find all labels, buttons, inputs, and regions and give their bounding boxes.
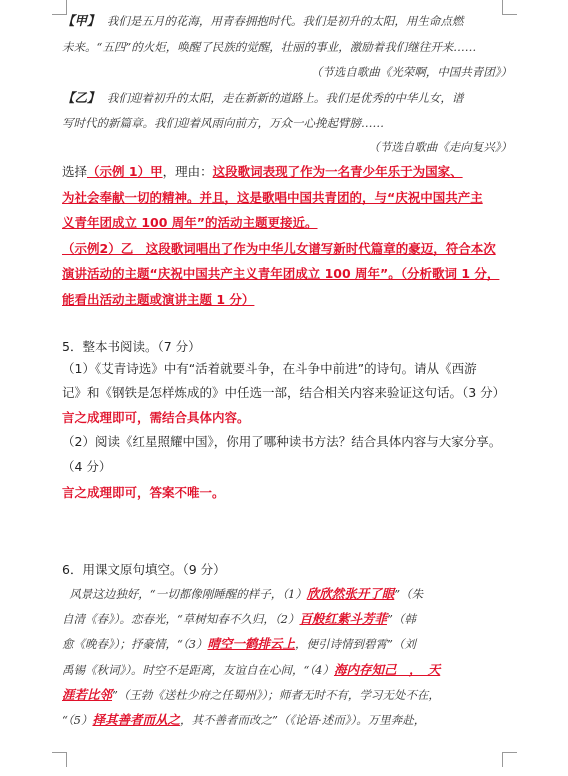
q5-answer-2: 言之成理即可，答案不唯一。 (62, 485, 225, 500)
yi-text-2: 写时代的新篇章。我们迎着风雨向前方，万众一心挽起臂膀…… (62, 116, 384, 130)
answer-line-1 (62, 163, 512, 181)
q6-text: 愈《晚春》）；抒豪情，“（3） (62, 637, 208, 651)
jia-text: 我们是五月的花海，用青春拥抱时代。我们是初升的太阳，用生命点燃 (106, 14, 464, 28)
q6-text: 风景这边独好，“一切都像刚睡醒的样子，（1） (69, 587, 307, 601)
q6-line-2 (62, 610, 512, 628)
answer-line-2: 为社会奉献一切的精神。并且，这是歌唱中国共青团的，与“庆祝中国共产主 (62, 190, 483, 205)
q6-answer-1: 欣欣然张开了眼 (306, 586, 395, 601)
q6-text: 自清《春》）。恋春光，“草树知春不久归，（2） (62, 612, 300, 626)
q6-text: ，其不善者而改之”（《论语·述而》）。万里奔赴， (179, 713, 426, 727)
q6-answer-3: 晴空一鹤排云上 (207, 636, 295, 651)
yi-text: 我们迎着初升的太阳，走在新新的道路上。我们是优秀的中华儿女，谱 (106, 91, 464, 105)
reason-label: ，理由： (162, 164, 213, 179)
q6-line-5 (62, 686, 512, 704)
q5-p2-line-2: （4 分） (62, 459, 112, 474)
yi-line-2 (62, 114, 512, 132)
q6-line-4 (62, 661, 512, 679)
q6-answer-2: 百般红紫斗芳菲 (299, 611, 387, 626)
corner-mark (502, 752, 517, 767)
q6-line-1 (62, 585, 512, 603)
q6-line-6 (62, 711, 512, 729)
yi-label: 【乙】 (62, 90, 100, 105)
q6-answer-4a: 海内存知己 ， 天 (333, 662, 441, 677)
answer-ex2-line-3: 能看出活动主题或演讲主题 1 分） (62, 292, 255, 307)
jia-source (62, 63, 512, 81)
q6-answer-5: 择其善者而从之 (92, 712, 180, 727)
answer-prefix: 选择 (62, 164, 88, 179)
q6-text: ”（朱 (394, 587, 424, 601)
jia-source-text: （节选自歌曲《光荣啊，中国共青团》） (310, 65, 512, 79)
yi-line-1 (62, 89, 512, 107)
q6-answer-4b: 涯若比邻 (62, 687, 113, 702)
q5-answer-1: 言之成理即可，需结合具体内容。 (62, 410, 250, 425)
q6-text: ”（韩 (386, 612, 416, 626)
q6-line-3 (62, 635, 512, 653)
jia-line-1 (62, 12, 512, 30)
q5-p1-line-1: （1）《艾青诗选》中有“活着就要斗争，在斗争中前进”的诗句。请从《西游 (62, 361, 477, 376)
reason-text-1: 这段歌词表现了作为一名青少年乐于为国家、 (212, 164, 463, 179)
answer-ex2-line-2: 演讲活动的主题“庆祝中国共产主义青年团成立 100 周年”。（分析歌词 1 分， (62, 266, 500, 281)
q6-text: ”（王勃《送杜少府之任蜀州》）；师者无时不有，学习无处不在， (112, 688, 440, 702)
q5-title: 5．整本书阅读。（7 分） (62, 339, 201, 354)
q6-text: 禹锡《秋词》）。时空不是距离，友谊自在心间，“（4） (62, 663, 334, 677)
jia-label: 【甲】 (62, 13, 100, 28)
q5-p2-line-1: （2）阅读《红星照耀中国》，你用了哪种读书方法？结合具体内容与大家分享。 (62, 434, 502, 449)
answer-ex2-line-1: （示例2）乙 这段歌词唱出了作为中华儿女谱写新时代篇章的豪迈，符合本次 (62, 241, 496, 256)
yi-source (62, 138, 512, 156)
answer-line-3: 义青年团成立 100 周年”的活动主题更接近。 (62, 215, 318, 230)
q6-text: ，便引诗情到碧霄”（刘 (294, 637, 416, 651)
q5-p1-line-2: 记》和《钢铁是怎样炼成的》中任选一部，结合相关内容来验证这句话。（3 分） (62, 385, 506, 400)
jia-text-2: 未来。“五四”的火炬，唤醒了民族的觉醒，壮丽的事业，激励着我们继往开来…… (62, 40, 477, 54)
corner-mark (52, 752, 67, 767)
q6-text: “（5） (62, 713, 93, 727)
answer-choice: （示例 1）甲 (87, 164, 163, 179)
q6-title: 6．用课文原句填空。（9 分） (62, 562, 226, 577)
yi-source-text: （节选自歌曲《走向复兴》） (368, 140, 512, 154)
jia-line-2 (62, 38, 512, 56)
